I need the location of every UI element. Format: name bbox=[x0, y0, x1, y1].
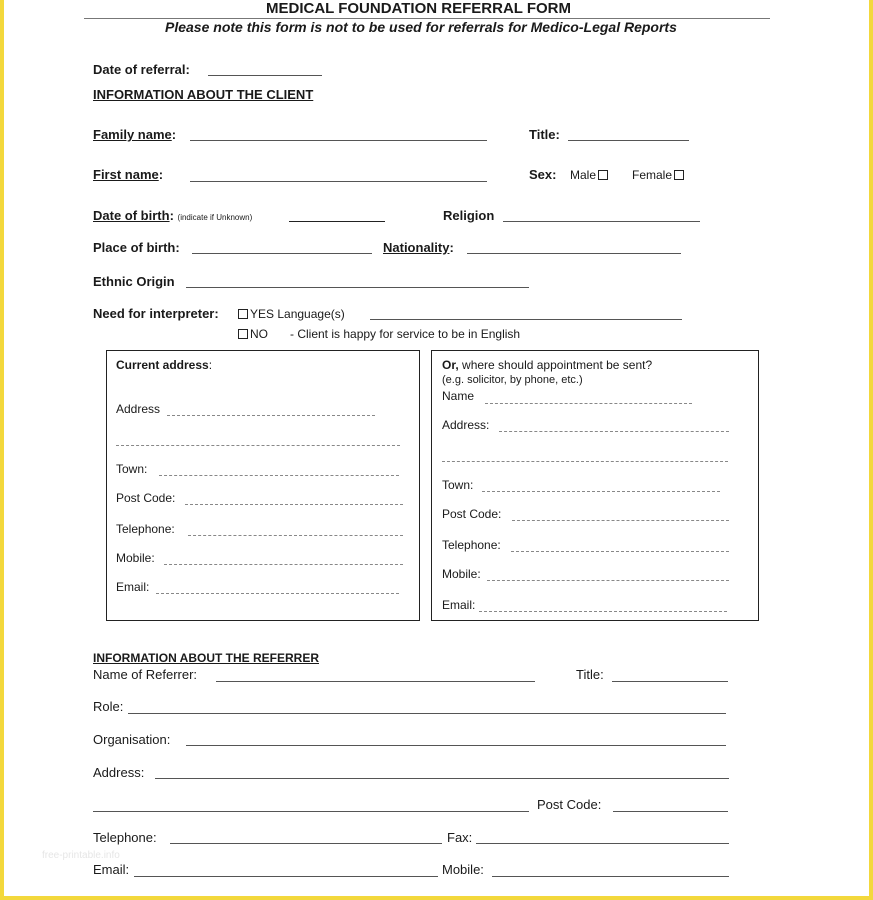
date-of-referral-label: Date of referral: bbox=[93, 62, 190, 77]
first-name-field[interactable] bbox=[190, 181, 487, 182]
current-email-label: Email: bbox=[116, 580, 150, 594]
appointment-name-label: Name bbox=[442, 389, 475, 403]
referrer-role-field[interactable] bbox=[128, 713, 726, 714]
appointment-address-label: Address: bbox=[442, 418, 490, 432]
appointment-email-label: Email: bbox=[442, 598, 476, 612]
language-field[interactable] bbox=[370, 319, 682, 320]
date-of-birth-field[interactable] bbox=[289, 221, 385, 222]
referrer-mobile-label: Mobile: bbox=[442, 862, 484, 877]
current-address-box bbox=[106, 350, 420, 621]
form-note: Please note this form is not to be used for referrals for Medico-Legal Reports bbox=[165, 19, 677, 35]
female-checkbox[interactable] bbox=[674, 170, 684, 180]
current-town-field[interactable] bbox=[159, 475, 399, 476]
nationality-colon: : bbox=[449, 240, 454, 255]
interpreter-no-option[interactable] bbox=[236, 327, 268, 341]
current-postcode-label: Post Code: bbox=[116, 491, 176, 505]
watermark-text: free-printable.info bbox=[42, 850, 120, 861]
sex-female-option[interactable] bbox=[632, 168, 686, 182]
current-mobile-field[interactable] bbox=[164, 564, 403, 565]
referrer-address-field-2[interactable] bbox=[93, 811, 529, 812]
appointment-mobile-field[interactable] bbox=[487, 580, 729, 581]
referrer-role-label: Role: bbox=[93, 699, 124, 714]
referrer-fax-field[interactable] bbox=[476, 843, 729, 844]
form-page bbox=[4, 0, 869, 896]
appointment-address-line-2[interactable] bbox=[442, 461, 728, 462]
appointment-heading-or: Or, bbox=[442, 358, 459, 372]
nationality-field[interactable] bbox=[467, 253, 681, 254]
referrer-fax-label: Fax: bbox=[447, 830, 473, 845]
form-title: MEDICAL FOUNDATION REFERRAL FORM bbox=[266, 0, 571, 17]
sex-male-option[interactable] bbox=[570, 168, 610, 182]
referrer-email-label: Email: bbox=[93, 862, 130, 877]
no-checkbox[interactable] bbox=[238, 329, 248, 339]
referrer-mobile-field[interactable] bbox=[492, 876, 729, 877]
appointment-telephone-field[interactable] bbox=[511, 551, 729, 552]
place-of-birth-field[interactable] bbox=[192, 253, 372, 254]
current-address-heading bbox=[116, 358, 212, 372]
date-of-referral-field[interactable] bbox=[208, 75, 322, 76]
no-text: NO bbox=[250, 327, 268, 341]
appointment-address-line-1[interactable] bbox=[499, 431, 729, 432]
current-address-label: Address bbox=[116, 402, 161, 416]
first-name-label bbox=[93, 167, 163, 182]
date-of-birth-label bbox=[93, 208, 252, 223]
first-name-colon: : bbox=[158, 167, 164, 182]
client-title-field[interactable] bbox=[568, 140, 689, 141]
nationality-label bbox=[383, 240, 454, 255]
dob-hint: (indicate if Unknown) bbox=[177, 213, 253, 222]
date-of-birth-colon: : bbox=[169, 208, 174, 223]
referrer-postcode-label: Post Code: bbox=[537, 797, 602, 812]
appointment-address-box bbox=[431, 350, 759, 621]
appointment-mobile-label: Mobile: bbox=[442, 567, 481, 581]
female-text: Female bbox=[632, 168, 673, 182]
referrer-name-field[interactable] bbox=[216, 681, 535, 682]
current-town-label: Town: bbox=[116, 462, 148, 476]
appointment-example: (e.g. solicitor, by phone, etc.) bbox=[442, 374, 583, 386]
client-title-label: Title: bbox=[529, 127, 560, 142]
family-name-label bbox=[93, 127, 176, 142]
appointment-name-field[interactable] bbox=[485, 403, 692, 404]
ethnic-origin-label: Ethnic Origin bbox=[93, 274, 175, 289]
place-of-birth-label: Place of birth: bbox=[93, 240, 180, 255]
current-email-field[interactable] bbox=[156, 593, 399, 594]
current-address-text: Current address bbox=[116, 358, 209, 372]
appointment-postcode-label: Post Code: bbox=[442, 507, 502, 521]
current-postcode-field[interactable] bbox=[185, 504, 403, 505]
referrer-telephone-field[interactable] bbox=[170, 843, 442, 844]
client-section-heading: INFORMATION ABOUT THE CLIENT bbox=[93, 87, 314, 102]
interpreter-yes-option[interactable] bbox=[236, 307, 345, 321]
date-of-birth-text: Date of birth bbox=[93, 208, 170, 223]
male-text: Male bbox=[570, 168, 597, 182]
interpreter-no-note: - Client is happy for service to be in English bbox=[290, 327, 521, 341]
appointment-telephone-label: Telephone: bbox=[442, 538, 501, 552]
male-checkbox[interactable] bbox=[598, 170, 608, 180]
referrer-title-field[interactable] bbox=[612, 681, 728, 682]
family-name-text: Family name bbox=[93, 127, 172, 142]
current-telephone-label: Telephone: bbox=[116, 522, 175, 536]
current-address-colon: : bbox=[208, 358, 213, 372]
nationality-text: Nationality bbox=[383, 240, 450, 255]
current-address-line-1[interactable] bbox=[167, 415, 375, 416]
sex-label: Sex: bbox=[529, 167, 557, 182]
referrer-organisation-field[interactable] bbox=[186, 745, 726, 746]
first-name-text: First name bbox=[93, 167, 159, 182]
appointment-heading-rest: where should appointment be sent? bbox=[462, 358, 653, 372]
referrer-title-label: Title: bbox=[576, 667, 604, 682]
yes-language-text: YES Language(s) bbox=[250, 307, 345, 321]
current-telephone-field[interactable] bbox=[188, 535, 403, 536]
family-name-colon: : bbox=[171, 127, 177, 142]
referrer-postcode-field[interactable] bbox=[613, 811, 728, 812]
referrer-section-heading: INFORMATION ABOUT THE REFERRER bbox=[93, 651, 319, 665]
referrer-telephone-label: Telephone: bbox=[93, 830, 157, 845]
religion-field[interactable] bbox=[503, 221, 700, 222]
ethnic-origin-field[interactable] bbox=[186, 287, 529, 288]
appointment-postcode-field[interactable] bbox=[512, 520, 729, 521]
religion-label: Religion bbox=[443, 208, 495, 223]
current-address-line-2[interactable] bbox=[116, 445, 400, 446]
referrer-address-label: Address: bbox=[93, 765, 145, 780]
appointment-email-field[interactable] bbox=[479, 611, 727, 612]
current-mobile-label: Mobile: bbox=[116, 551, 155, 565]
appointment-heading bbox=[442, 358, 652, 372]
referrer-email-field[interactable] bbox=[134, 876, 438, 877]
yes-checkbox[interactable] bbox=[238, 309, 248, 319]
appointment-town-field[interactable] bbox=[482, 491, 720, 492]
referrer-address-field-1[interactable] bbox=[155, 778, 729, 779]
family-name-field[interactable] bbox=[190, 140, 487, 141]
interpreter-label: Need for interpreter: bbox=[93, 306, 219, 321]
referrer-organisation-label: Organisation: bbox=[93, 732, 171, 747]
appointment-town-label: Town: bbox=[442, 478, 474, 492]
referrer-name-label: Name of Referrer: bbox=[93, 667, 198, 682]
